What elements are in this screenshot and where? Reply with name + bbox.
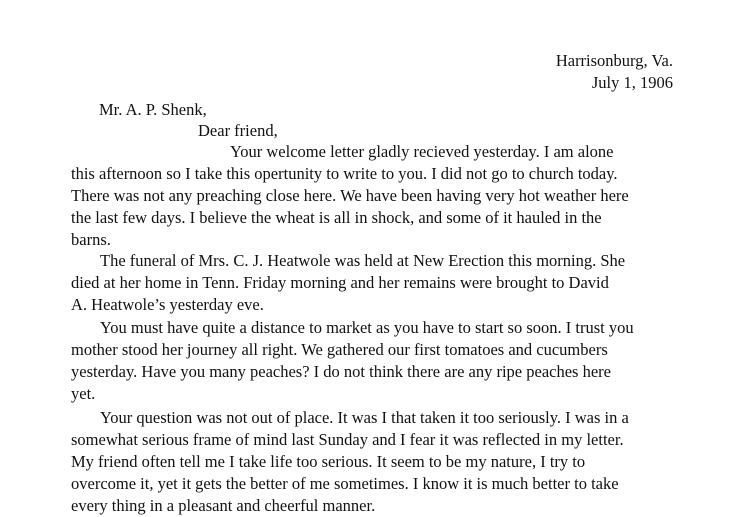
paragraph-line: yet. xyxy=(71,384,96,403)
paragraph-line: the last few days. I believe the wheat is all in shock, and some of it hauled in the xyxy=(71,208,602,227)
paragraph-line: overcome it, yet it gets the better of me sometimes. I know it is much better to take xyxy=(71,474,619,493)
paragraph-line: There was not any preaching close here. We have been having very hot weather here xyxy=(71,186,629,205)
paragraph-line: this afternoon so I take this opertunity to write to you. I did not go to church today. xyxy=(71,164,618,183)
letter-date: July 1, 1906 xyxy=(591,73,673,92)
paragraph-line: Your welcome letter gladly recieved yesterday. I am alone xyxy=(230,142,614,161)
paragraph-line: yesterday. Have you many peaches? I do not think there are any ripe peaches here xyxy=(71,362,611,381)
paragraph-line: The funeral of Mrs. C. J. Heatwole was held at New Erection this morning. She xyxy=(100,251,626,270)
paragraph-4 xyxy=(71,407,677,517)
paragraph-line: My friend often tell me I take life too serious. It seem to be my nature, I try to xyxy=(71,452,586,471)
letter-place: Harrisonburg, Va. xyxy=(555,51,673,70)
paragraph-line: Your question was not out of place. It was I that taken it too seriously. I was in a xyxy=(100,408,629,427)
paragraph-line: A. Heatwole’s yesterday eve. xyxy=(71,295,264,314)
paragraph-line: You must have quite a distance to market as you have to start so soon. I trust you xyxy=(100,318,634,337)
paragraph-2 xyxy=(71,250,677,316)
paragraph-line: every thing in a pleasant and cheerful manner. xyxy=(71,496,376,515)
paragraph-line: mother stood her journey all right. We gathered our first tomatoes and cucumbers xyxy=(71,340,608,359)
greeting: Dear friend, xyxy=(198,121,278,140)
paragraph-3 xyxy=(71,317,677,405)
addressee-name: Mr. A. P. Shenk, xyxy=(99,100,207,119)
paragraph-line: somewhat serious frame of mind last Sunday and I fear it was reflected in my letter. xyxy=(71,430,624,449)
paragraph-line: died at her home in Tenn. Friday morning and her remains were brought to David xyxy=(71,273,609,292)
paragraph-1 xyxy=(71,141,677,251)
paragraph-line: barns. xyxy=(71,230,111,249)
